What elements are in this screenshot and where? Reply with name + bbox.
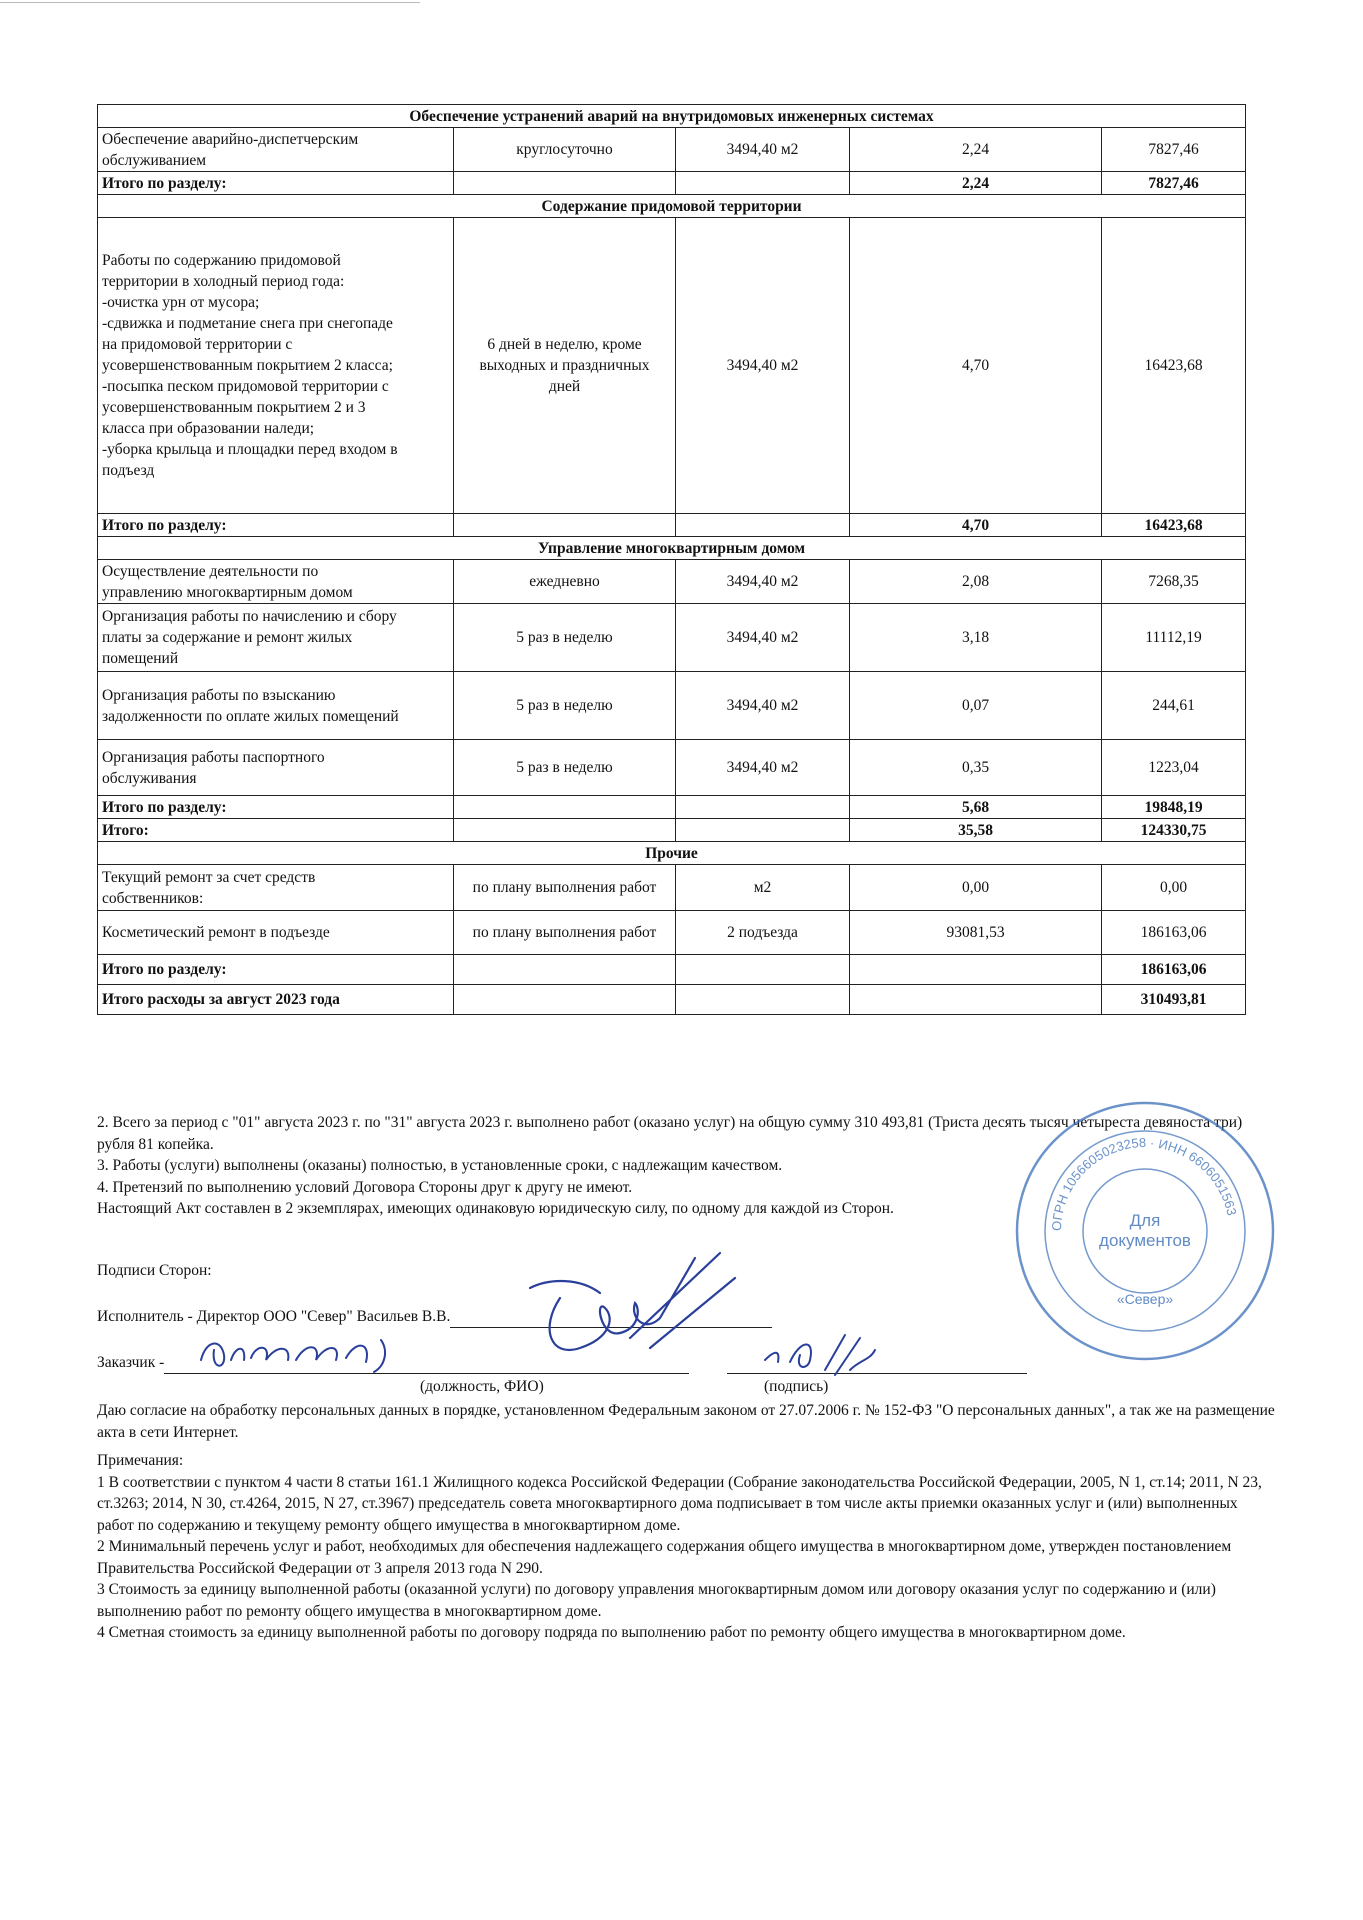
executor-label: Исполнитель - Директор ООО "Север" Васильев В.В. bbox=[97, 1308, 451, 1325]
section-header bbox=[98, 842, 1246, 865]
section-total-row bbox=[98, 514, 1246, 537]
service-name: Работы по содержанию придомовой территории в холодный период года: -очистка урн от мусора; -сдвижка и подметание снега при снегопаде на придомовой территории с усовершенствованным покрытием 2 класса; -посыпка песком придомовой территории с усовершенствованным покрытием 2 и 3 класса при образовании наледи; -уборка крыльца и площадки перед входом в подъезд bbox=[98, 218, 454, 514]
service-area: 3494,40 м2 bbox=[676, 128, 850, 172]
service-name: Косметический ремонт в подъезде bbox=[98, 911, 454, 955]
table-row bbox=[98, 672, 1246, 740]
total-rate: 4,70 bbox=[850, 514, 1102, 537]
note-1: 1 В соответствии с пунктом 4 части 8 статьи 161.1 Жилищного кодекса Российской Федерации (Собрание законодательства Российской Федерации, 2005, N 1, ст.14; 2011, N 23, ст.3263; 2014, N 30, ст.4264, 2015, N 27, ст.3967) председатель совета многоквартирного дома подписывает в том числе акты приемки оказанных услуг и (или) выполненных работ по содержанию и текущему ремонту общего имущества в многоквартирном доме. bbox=[97, 1473, 1262, 1534]
total-sum: 19848,19 bbox=[1102, 796, 1246, 819]
total-label: Итого по разделу: bbox=[98, 514, 454, 537]
total-label: Итого по разделу: bbox=[98, 172, 454, 195]
service-area: 3494,40 м2 bbox=[676, 740, 850, 796]
section-total-row bbox=[98, 172, 1246, 195]
section-header bbox=[98, 105, 1246, 128]
expenses-sum: 310493,81 bbox=[1102, 985, 1246, 1015]
table-row bbox=[98, 560, 1246, 604]
service-frequency: 6 дней в неделю, кроме выходных и праздничных дней bbox=[454, 218, 676, 514]
service-rate: 0,35 bbox=[850, 740, 1102, 796]
service-area: 2 подъезда bbox=[676, 911, 850, 955]
statement-4: 4. Претензий по выполнению условий Договора Стороны друг к другу не имеют. bbox=[97, 1178, 633, 1196]
scan-edge-line bbox=[0, 2, 420, 3]
service-area: 3494,40 м2 bbox=[676, 672, 850, 740]
total-sum: 7827,46 bbox=[1102, 172, 1246, 195]
section-total-row bbox=[98, 796, 1246, 819]
section-header bbox=[98, 537, 1246, 560]
service-frequency: круглосуточно bbox=[454, 128, 676, 172]
total-sum: 16423,68 bbox=[1102, 514, 1246, 537]
service-frequency: по плану выполнения работ bbox=[454, 911, 676, 955]
notes bbox=[97, 1450, 1277, 1644]
service-frequency: 5 раз в неделю bbox=[454, 740, 676, 796]
service-name: Текущий ремонт за счет средств собственников: bbox=[98, 865, 454, 911]
consent-text: Даю согласие на обработку персональных данных в порядке, установленном Федеральным законом от 27.07.2006 г. № 152-ФЗ "О персональных данных", а так же на размещение акта в сети Интернет. bbox=[97, 1402, 1275, 1441]
note-2: 2 Минимальный перечень услуг и работ, необходимых для обеспечения надлежащего содержания общего имущества в многоквартирном доме, утвержден постановлением Правительства Российской Федерации от 3 апреля 2013 года N 290. bbox=[97, 1538, 1232, 1577]
statement-3: 3. Работы (услуги) выполнены (оказаны) полностью, в установленные сроки, с надлежащим качеством. bbox=[97, 1157, 783, 1174]
statement-copies: Настоящий Акт составлен в 2 экземплярах, имеющих одинаковую юридическую силу, по одному для каждой из Сторон. bbox=[97, 1200, 894, 1217]
note-4: 4 Сметная стоимость за единицу выполненной работы по договору подряда по выполнению работ по ремонту общего имущества в многоквартирном доме. bbox=[97, 1624, 1126, 1641]
total-rate: 5,68 bbox=[850, 796, 1102, 819]
table-row bbox=[98, 740, 1246, 796]
section-header bbox=[98, 195, 1246, 218]
service-area: 3494,40 м2 bbox=[676, 560, 850, 604]
service-area: м2 bbox=[676, 865, 850, 911]
customer-handwriting bbox=[196, 1330, 396, 1378]
service-sum: 1223,04 bbox=[1102, 740, 1246, 796]
table-row bbox=[98, 604, 1246, 672]
grand-total-rate: 35,58 bbox=[850, 819, 1102, 842]
company-stamp bbox=[1010, 1096, 1280, 1366]
expenses-total-row bbox=[98, 985, 1246, 1015]
total-sum: 186163,06 bbox=[1102, 955, 1246, 985]
grand-total-sum: 124330,75 bbox=[1102, 819, 1246, 842]
service-name: Осуществление деятельности по управлению многоквартирным домом bbox=[98, 560, 454, 604]
service-frequency: по плану выполнения работ bbox=[454, 865, 676, 911]
service-rate: 93081,53 bbox=[850, 911, 1102, 955]
table-row bbox=[98, 865, 1246, 911]
service-sum: 0,00 bbox=[1102, 865, 1246, 911]
service-area: 3494,40 м2 bbox=[676, 604, 850, 672]
service-sum: 16423,68 bbox=[1102, 218, 1246, 514]
table-row bbox=[98, 218, 1246, 514]
service-rate: 2,24 bbox=[850, 128, 1102, 172]
svg-text:ОГРН 1056605023258 · ИНН 66060: ОГРН 1056605023258 · ИНН 6606051563 bbox=[1048, 1134, 1240, 1232]
total-label: Итого по разделу: bbox=[98, 955, 454, 985]
service-rate: 4,70 bbox=[850, 218, 1102, 514]
total-label: Итого по разделу: bbox=[98, 796, 454, 819]
caption-position: (должность, ФИО) bbox=[420, 1378, 544, 1395]
stamp-seal bbox=[1010, 1096, 1280, 1366]
service-rate: 0,00 bbox=[850, 865, 1102, 911]
section-total-row bbox=[98, 955, 1246, 985]
notes-title: Примечания: bbox=[97, 1452, 184, 1469]
customer-signature bbox=[760, 1330, 880, 1382]
caption-signature: (подпись) bbox=[764, 1378, 829, 1395]
service-sum: 11112,19 bbox=[1102, 604, 1246, 672]
svg-text:«Север»: «Север» bbox=[1116, 1291, 1174, 1307]
section-title: Управление многоквартирным домом bbox=[98, 537, 1246, 560]
service-frequency: ежедневно bbox=[454, 560, 676, 604]
service-name: Организация работы по начислению и сбору платы за содержание и ремонт жилых помещений bbox=[98, 604, 454, 672]
total-rate: 2,24 bbox=[850, 172, 1102, 195]
table-row bbox=[98, 128, 1246, 172]
signatures-title: Подписи Сторон: bbox=[97, 1262, 212, 1279]
service-frequency: 5 раз в неделю bbox=[454, 604, 676, 672]
expenses-label: Итого расходы за август 2023 года bbox=[98, 985, 454, 1015]
section-title: Содержание придомовой территории bbox=[98, 195, 1246, 218]
service-sum: 186163,06 bbox=[1102, 911, 1246, 955]
services-table bbox=[97, 104, 1246, 1015]
service-rate: 0,07 bbox=[850, 672, 1102, 740]
service-frequency: 5 раз в неделю bbox=[454, 672, 676, 740]
grand-total-label: Итого: bbox=[98, 819, 454, 842]
service-name: Обеспечение аварийно-диспетчерским обслуживанием bbox=[98, 128, 454, 172]
table-row bbox=[98, 911, 1246, 955]
service-rate: 3,18 bbox=[850, 604, 1102, 672]
service-sum: 244,61 bbox=[1102, 672, 1246, 740]
service-name: Организация работы по взысканию задолженности по оплате жилых помещений bbox=[98, 672, 454, 740]
service-rate: 2,08 bbox=[850, 560, 1102, 604]
customer-label: Заказчик - bbox=[97, 1354, 165, 1371]
executor-signature bbox=[520, 1238, 750, 1368]
svg-text:Длядокументов: Для документов bbox=[1099, 1211, 1191, 1250]
statement-2: 2. Всего за период с "01" августа 2023 г. по "31" августа 2023 г. выполнено работ (оказано услуг) на общую сумму 310 493,81 (Триста десять тысяч четыреста девяноста три) рубля 81 копейка. bbox=[97, 1114, 1243, 1153]
service-sum: 7268,35 bbox=[1102, 560, 1246, 604]
note-3: 3 Стоимость за единицу выполненной работы (оказанной услуги) по договору управления многоквартирным домом или договору оказания услуг по содержанию и (или) выполнению работ по ремонту общего имущества в многоквартирном доме. bbox=[97, 1581, 1216, 1620]
service-area: 3494,40 м2 bbox=[676, 218, 850, 514]
grand-total-row bbox=[98, 819, 1246, 842]
service-name: Организация работы паспортного обслуживания bbox=[98, 740, 454, 796]
section-title: Прочие bbox=[98, 842, 1246, 865]
section-title: Обеспечение устранений аварий на внутридомовых инженерных системах bbox=[98, 105, 1246, 128]
service-sum: 7827,46 bbox=[1102, 128, 1246, 172]
